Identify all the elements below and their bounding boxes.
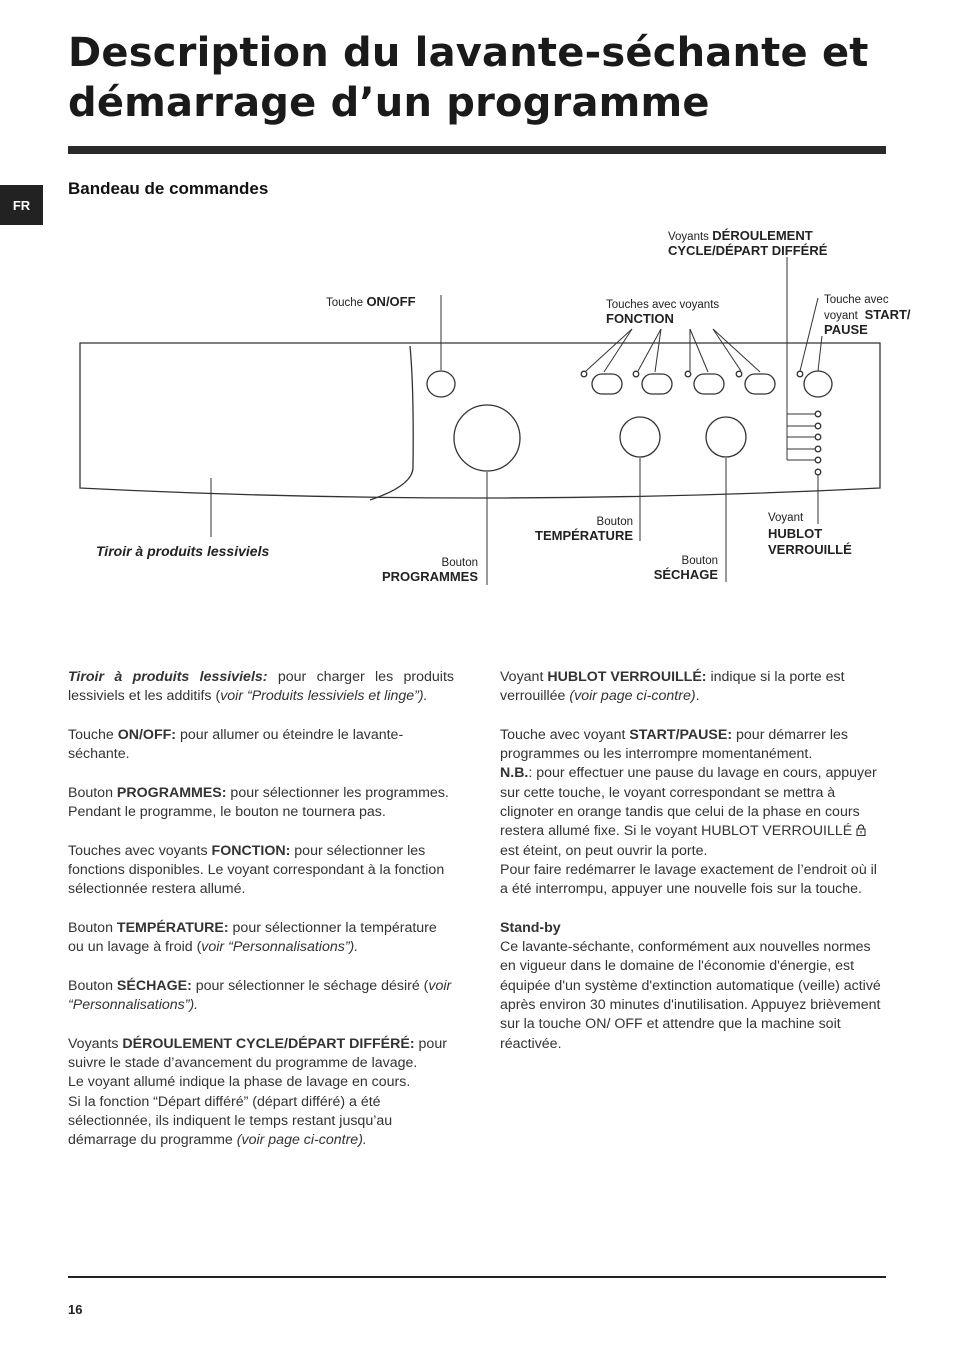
label-programmes: Bouton PROGRAMMES <box>381 557 478 584</box>
label-deroulement: Voyants DÉROULEMENT CYCLE/DÉPART DIFFÉRÉ <box>668 228 828 258</box>
function-led-1 <box>581 371 587 377</box>
startpause-led <box>797 371 803 377</box>
startpause-button-shape <box>804 371 832 397</box>
left-column <box>68 668 454 1170</box>
desc-restart: Pour faire redémarrer le lavage exactement de l’endroit où il a été interrompu, appuyer une nouvelle fois sur la touche. <box>500 861 877 898</box>
sechage-knob-shape <box>706 417 746 457</box>
function-led-2 <box>633 371 639 377</box>
label-onoff: Touche ON/OFF <box>326 294 416 309</box>
desc-deroulement: Voyants DÉROULEMENT CYCLE/DÉPART DIFFÉRÉ: pour suivre le stade d’avancement du programme de lavage. Le voyant allumé indique la phase de lavage en cours. Si la fonction “Départ différé” (départ différé) a été sélectionnée, ils indiquent le temps restant jusqu’au démarrage du programme (voir page ci-contre). <box>68 1035 447 1149</box>
function-led-4 <box>736 371 742 377</box>
label-temperature: Bouton TEMPÉRATURE <box>535 516 633 543</box>
desc-startpause: Touche avec voyant START/PAUSE: pour démarrer les programmes ou les interrompre momentanément. N.B.: pour effectuer une pause du lavage en cours, appuyer sur cette touche, le voyant correspondant se mettra à clignoter en orange tandis que celui de la phase en cours restera allumé fixe. Si le voyant HUBLOT VERROUILLÉ est éteint, on peut ouvrir la porte. <box>500 726 877 859</box>
progress-led-3 <box>815 434 821 440</box>
label-sechage: Bouton SÉCHAGE <box>653 555 718 582</box>
label-startpause: Touche avec voyant START/ PAUSE <box>824 294 911 337</box>
section-heading: Bandeau de commandes <box>68 179 269 198</box>
desc-standby: Ce lavante-séchante, conformément aux nouvelles normes en vigueur dans le domaine de l'économie d'énergie, est équipée d'un système d'extinction automatique (veille) activé après environ 30 minutes d'inutilisation. Appuyez brièvement sur la touche ON/ OFF et attendre que la machine soit réactivée. <box>500 939 881 1052</box>
desc-temperature: Bouton TEMPÉRATURE: pour sélectionner la température ou un lavage à froid (voir “Personnalisations”). <box>68 919 437 956</box>
right-column <box>500 668 886 1073</box>
hublot-led <box>815 469 821 475</box>
desc-fonction: Touches avec voyants FONCTION: pour sélectionner les fonctions disponibles. Le voyant correspondant à la fonction sélectionnée restera allumé. <box>68 842 445 898</box>
drawer-separator <box>370 346 413 500</box>
label-hublot: Voyant HUBLOT VERROUILLÉ <box>768 512 852 557</box>
label-fonction: Touches avec voyants FONCTION <box>606 299 720 326</box>
function-led-3 <box>685 371 691 377</box>
function-button-4 <box>745 374 775 394</box>
bottom-rule <box>68 1276 886 1278</box>
desc-programmes: Bouton PROGRAMMES: pour sélectionner les programmes. Pendant le programme, le bouton ne tournera pas. <box>68 784 449 821</box>
panel-outline <box>80 343 880 498</box>
progress-led-2 <box>815 423 821 429</box>
onoff-button-shape <box>427 371 455 397</box>
lock-icon <box>856 824 866 836</box>
desc-tiroir: Tiroir à produits lessiviels: pour charger les produits lessiviels et les additifs (voir “Produits lessiviels et linge”). <box>68 669 454 705</box>
page-number: 16 <box>68 1302 83 1317</box>
progress-led-1 <box>815 411 821 417</box>
progress-led-4 <box>815 446 821 452</box>
temperature-knob-shape <box>620 417 660 457</box>
page-title: Description du lavante-séchante et démarrage d’un programme <box>68 30 869 126</box>
progress-led-5 <box>815 457 821 463</box>
desc-hublot: Voyant HUBLOT VERROUILLÉ: indique si la porte est verrouillée (voir page ci-contre). <box>500 669 845 705</box>
desc-onoff: Touche ON/OFF: pour allumer ou éteindre le lavante-séchante. <box>68 726 404 763</box>
desc-sechage: Bouton SÉCHAGE: pour sélectionner le séchage désiré (voir “Personnalisations”). <box>68 977 452 1014</box>
function-button-1 <box>592 374 622 394</box>
language-tab: FR <box>0 185 43 225</box>
standby-heading: Stand-by <box>500 919 561 936</box>
function-button-3 <box>694 374 724 394</box>
function-button-2 <box>642 374 672 394</box>
label-tiroir: Tiroir à produits lessiviels <box>96 543 270 559</box>
programmes-knob-shape <box>454 405 520 471</box>
